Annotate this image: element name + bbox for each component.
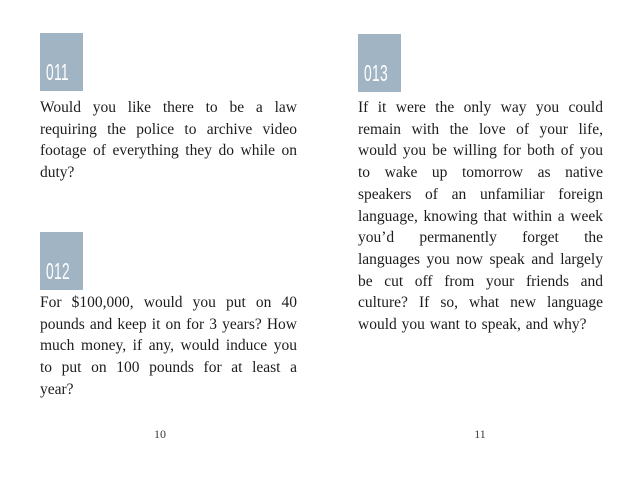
question-number-badge xyxy=(40,232,83,290)
question-number: 012 xyxy=(46,258,70,284)
question-text: If it were the only way you could remain with the love of your life, would you be willing for both of you to wake up tomorrow as native speakers of an unfamiliar foreign language, knowing that within a week you’d permanently forget the languages you now speak and largely be cut off from your friends and culture? If so, what new language would you want to speak, and why? xyxy=(358,99,603,334)
question-number: 011 xyxy=(46,59,69,85)
question-number-badge xyxy=(40,33,83,91)
question-number: 013 xyxy=(364,60,388,86)
question-number-badge xyxy=(358,34,401,92)
question-text: For $100,000, would you put on 40 pounds and keep it on for 3 years? How much money, if any, would induce you to put on 100 pounds for at least a year? xyxy=(40,294,297,398)
page-number: 10 xyxy=(154,427,166,441)
question-text: Would you like there to be a law requiring the police to archive video footage of everything they do while on duty? xyxy=(40,99,297,182)
page-number: 11 xyxy=(474,427,486,441)
